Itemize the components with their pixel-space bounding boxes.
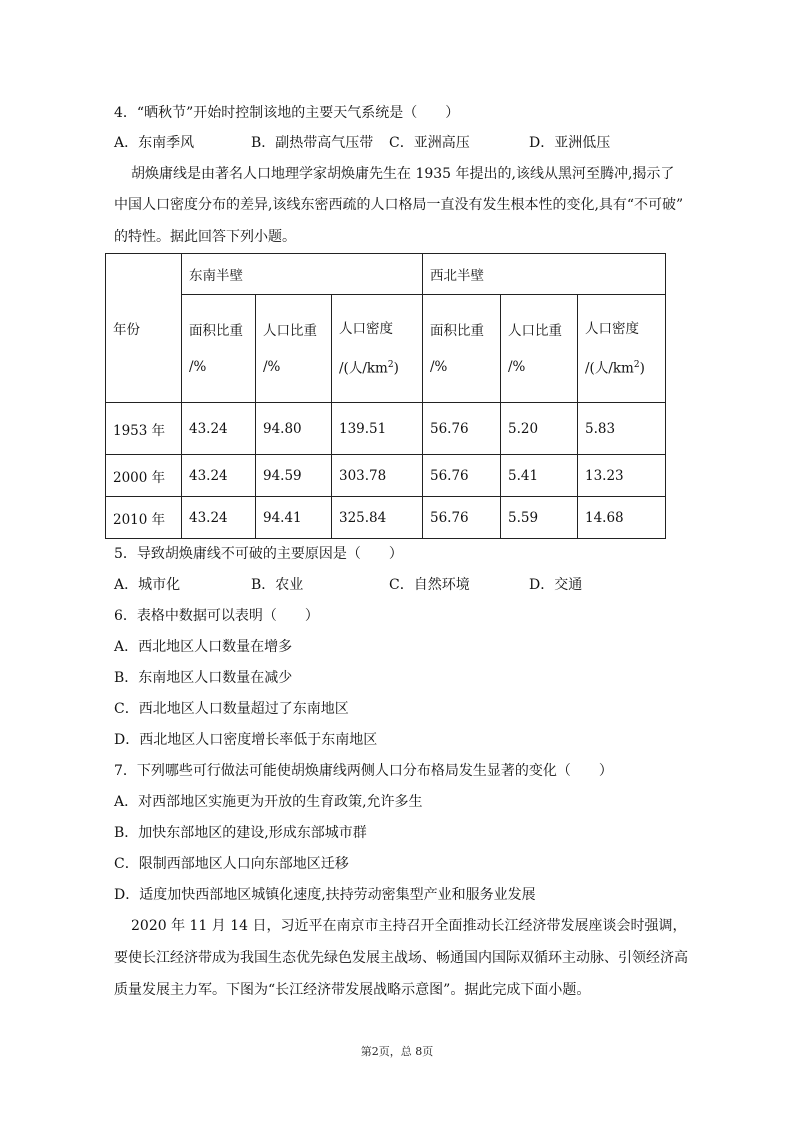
cell-nw-density: 14.68 xyxy=(578,497,666,539)
cell-se-density: 139.51 xyxy=(332,403,423,455)
q6-option-c: C．西北地区人口数量超过了东南地区 xyxy=(114,701,349,717)
cell-se-density: 303.78 xyxy=(332,455,423,497)
cell-nw-pop: 5.20 xyxy=(501,403,578,455)
header-nw-density: 人口密度 /(人$/km^2$) xyxy=(578,295,666,403)
cell-year: 1953 年 xyxy=(106,403,182,455)
q5-option-b: B．农业 xyxy=(251,577,304,593)
cell-nw-density: 13.23 xyxy=(578,455,666,497)
q6-stem: 6．表格中数据可以表明（ ） xyxy=(114,608,319,624)
cell-se-pop: 94.41 xyxy=(256,497,332,539)
header-northwest: 西北半壁 xyxy=(423,254,666,295)
table-row xyxy=(106,455,666,497)
cell-se-pop: 94.80 xyxy=(256,403,332,455)
cell-se-area: 43.24 xyxy=(182,403,256,455)
passage1-line-3: 的特性。据此回答下列小题。 xyxy=(114,229,296,245)
q4-option-b: B．副热带高气压带 xyxy=(251,135,374,151)
q7-option-d: D．适度加快西部地区城镇化速度,扶持劳动密集型产业和服务业发展 xyxy=(114,887,536,903)
header-se-area: 面积比重 /% xyxy=(182,295,256,403)
passage1-line-1: 胡焕庸线是由著名人口地理学家胡焕庸先生在 1935 年提出的,该线从黑河至腾冲,揭示了 xyxy=(131,166,675,182)
q7-stem: 7．下列哪些可行做法可能使胡焕庸线两侧人口分布格局发生显著的变化（ ） xyxy=(114,763,613,779)
q5-option-a: A．城市化 xyxy=(114,577,181,593)
page-number: 第2页，总 8页 xyxy=(360,1045,434,1058)
cell-year: 2010 年 xyxy=(106,497,182,539)
header-nw-area: 面积比重 /% xyxy=(423,295,501,403)
cell-se-area: 43.24 xyxy=(182,497,256,539)
cell-nw-pop: 5.59 xyxy=(501,497,578,539)
q4-option-a: A．东南季风 xyxy=(114,135,195,151)
q7-option-a: A．对西部地区实施更为开放的生育政策,允许多生 xyxy=(114,794,423,810)
cell-nw-pop: 5.41 xyxy=(501,455,578,497)
passage2-line-2: 要使长江经济带成为我国生态优先绿色发展主战场、畅通国内国际双循环主动脉、引领经济高 xyxy=(114,950,688,966)
header-nw-pop: 人口比重 /% xyxy=(501,295,578,403)
q4-option-c: C．亚洲高压 xyxy=(389,135,470,151)
q5-stem: 5．导致胡焕庸线不可破的主要原因是（ ） xyxy=(114,546,403,562)
passage1-line-2: 中国人口密度分布的差异,该线东密西疏的人口格局一直没有发生根本性的变化,具有“不可破” xyxy=(114,197,684,213)
cell-se-density: 325.84 xyxy=(332,497,423,539)
q6-option-d: D．西北地区人口密度增长率低于东南地区 xyxy=(114,732,378,748)
cell-nw-area: 56.76 xyxy=(423,403,501,455)
cell-year: 2000 年 xyxy=(106,455,182,497)
q4-option-d: D．亚洲低压 xyxy=(529,135,611,151)
q6-option-b: B．东南地区人口数量在减少 xyxy=(114,670,293,686)
header-se-density: 人口密度 /(人$/km^2$) xyxy=(332,295,423,403)
cell-se-pop: 94.59 xyxy=(256,455,332,497)
cell-nw-density: 5.83 xyxy=(578,403,666,455)
q7-option-b: B．加快东部地区的建设,形成东部城市群 xyxy=(114,825,367,841)
q5-option-d: D．交通 xyxy=(529,577,583,593)
cell-nw-area: 56.76 xyxy=(423,455,501,497)
q4-stem: 4．“晒秋节”开始时控制该地的主要天气系统是（ ） xyxy=(114,105,460,121)
population-table xyxy=(105,253,666,539)
q5-option-c: C．自然环境 xyxy=(389,577,470,593)
header-southeast: 东南半壁 xyxy=(182,254,423,295)
table-row xyxy=(106,403,666,455)
q6-option-a: A．西北地区人口数量在增多 xyxy=(114,639,293,655)
header-year: 年份 xyxy=(106,254,182,403)
header-se-pop: 人口比重 /% xyxy=(256,295,332,403)
table-row xyxy=(106,497,666,539)
passage2-line-1: 2020 年 11 月 14 日，习近平在南京市主持召开全面推动长江经济带发展座谈会时强调， xyxy=(131,918,687,934)
cell-se-area: 43.24 xyxy=(182,455,256,497)
passage2-line-3: 质量发展主力军。下图为“长江经济带发展战略示意图”。据此完成下面小题。 xyxy=(114,982,591,998)
cell-nw-area: 56.76 xyxy=(423,497,501,539)
q7-option-c: C．限制西部地区人口向东部地区迁移 xyxy=(114,856,349,872)
